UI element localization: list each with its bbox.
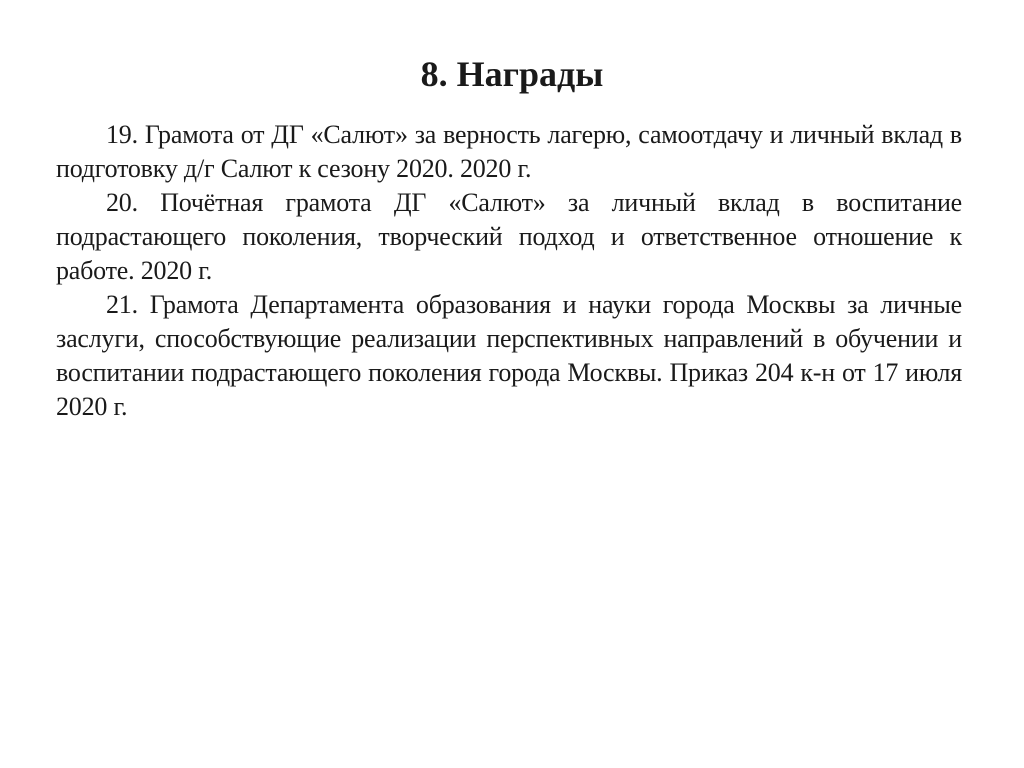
award-item-21: 21. Грамота Департамента образования и науки города Москвы за личные заслуги, способствующие реализации перспективных направлений в обучении и воспитании подрастающего поколения города Москвы. Приказ 204 к-н от 17 июля 2020 г. — [56, 290, 962, 421]
page-title: 8. Награды — [420, 54, 604, 94]
award-item-19: 19. Грамота от ДГ «Салют» за верность лагерю, самоотдачу и личный вклад в подготовку д/г Салют к сезону 2020. 2020 г. — [56, 120, 962, 183]
awards-list — [56, 118, 962, 424]
award-item-20: 20. Почётная грамота ДГ «Салют» за личный вклад в воспитание подрастающего поколения, творческий подход и ответственное отношение к работе. 2020 г. — [56, 188, 962, 285]
